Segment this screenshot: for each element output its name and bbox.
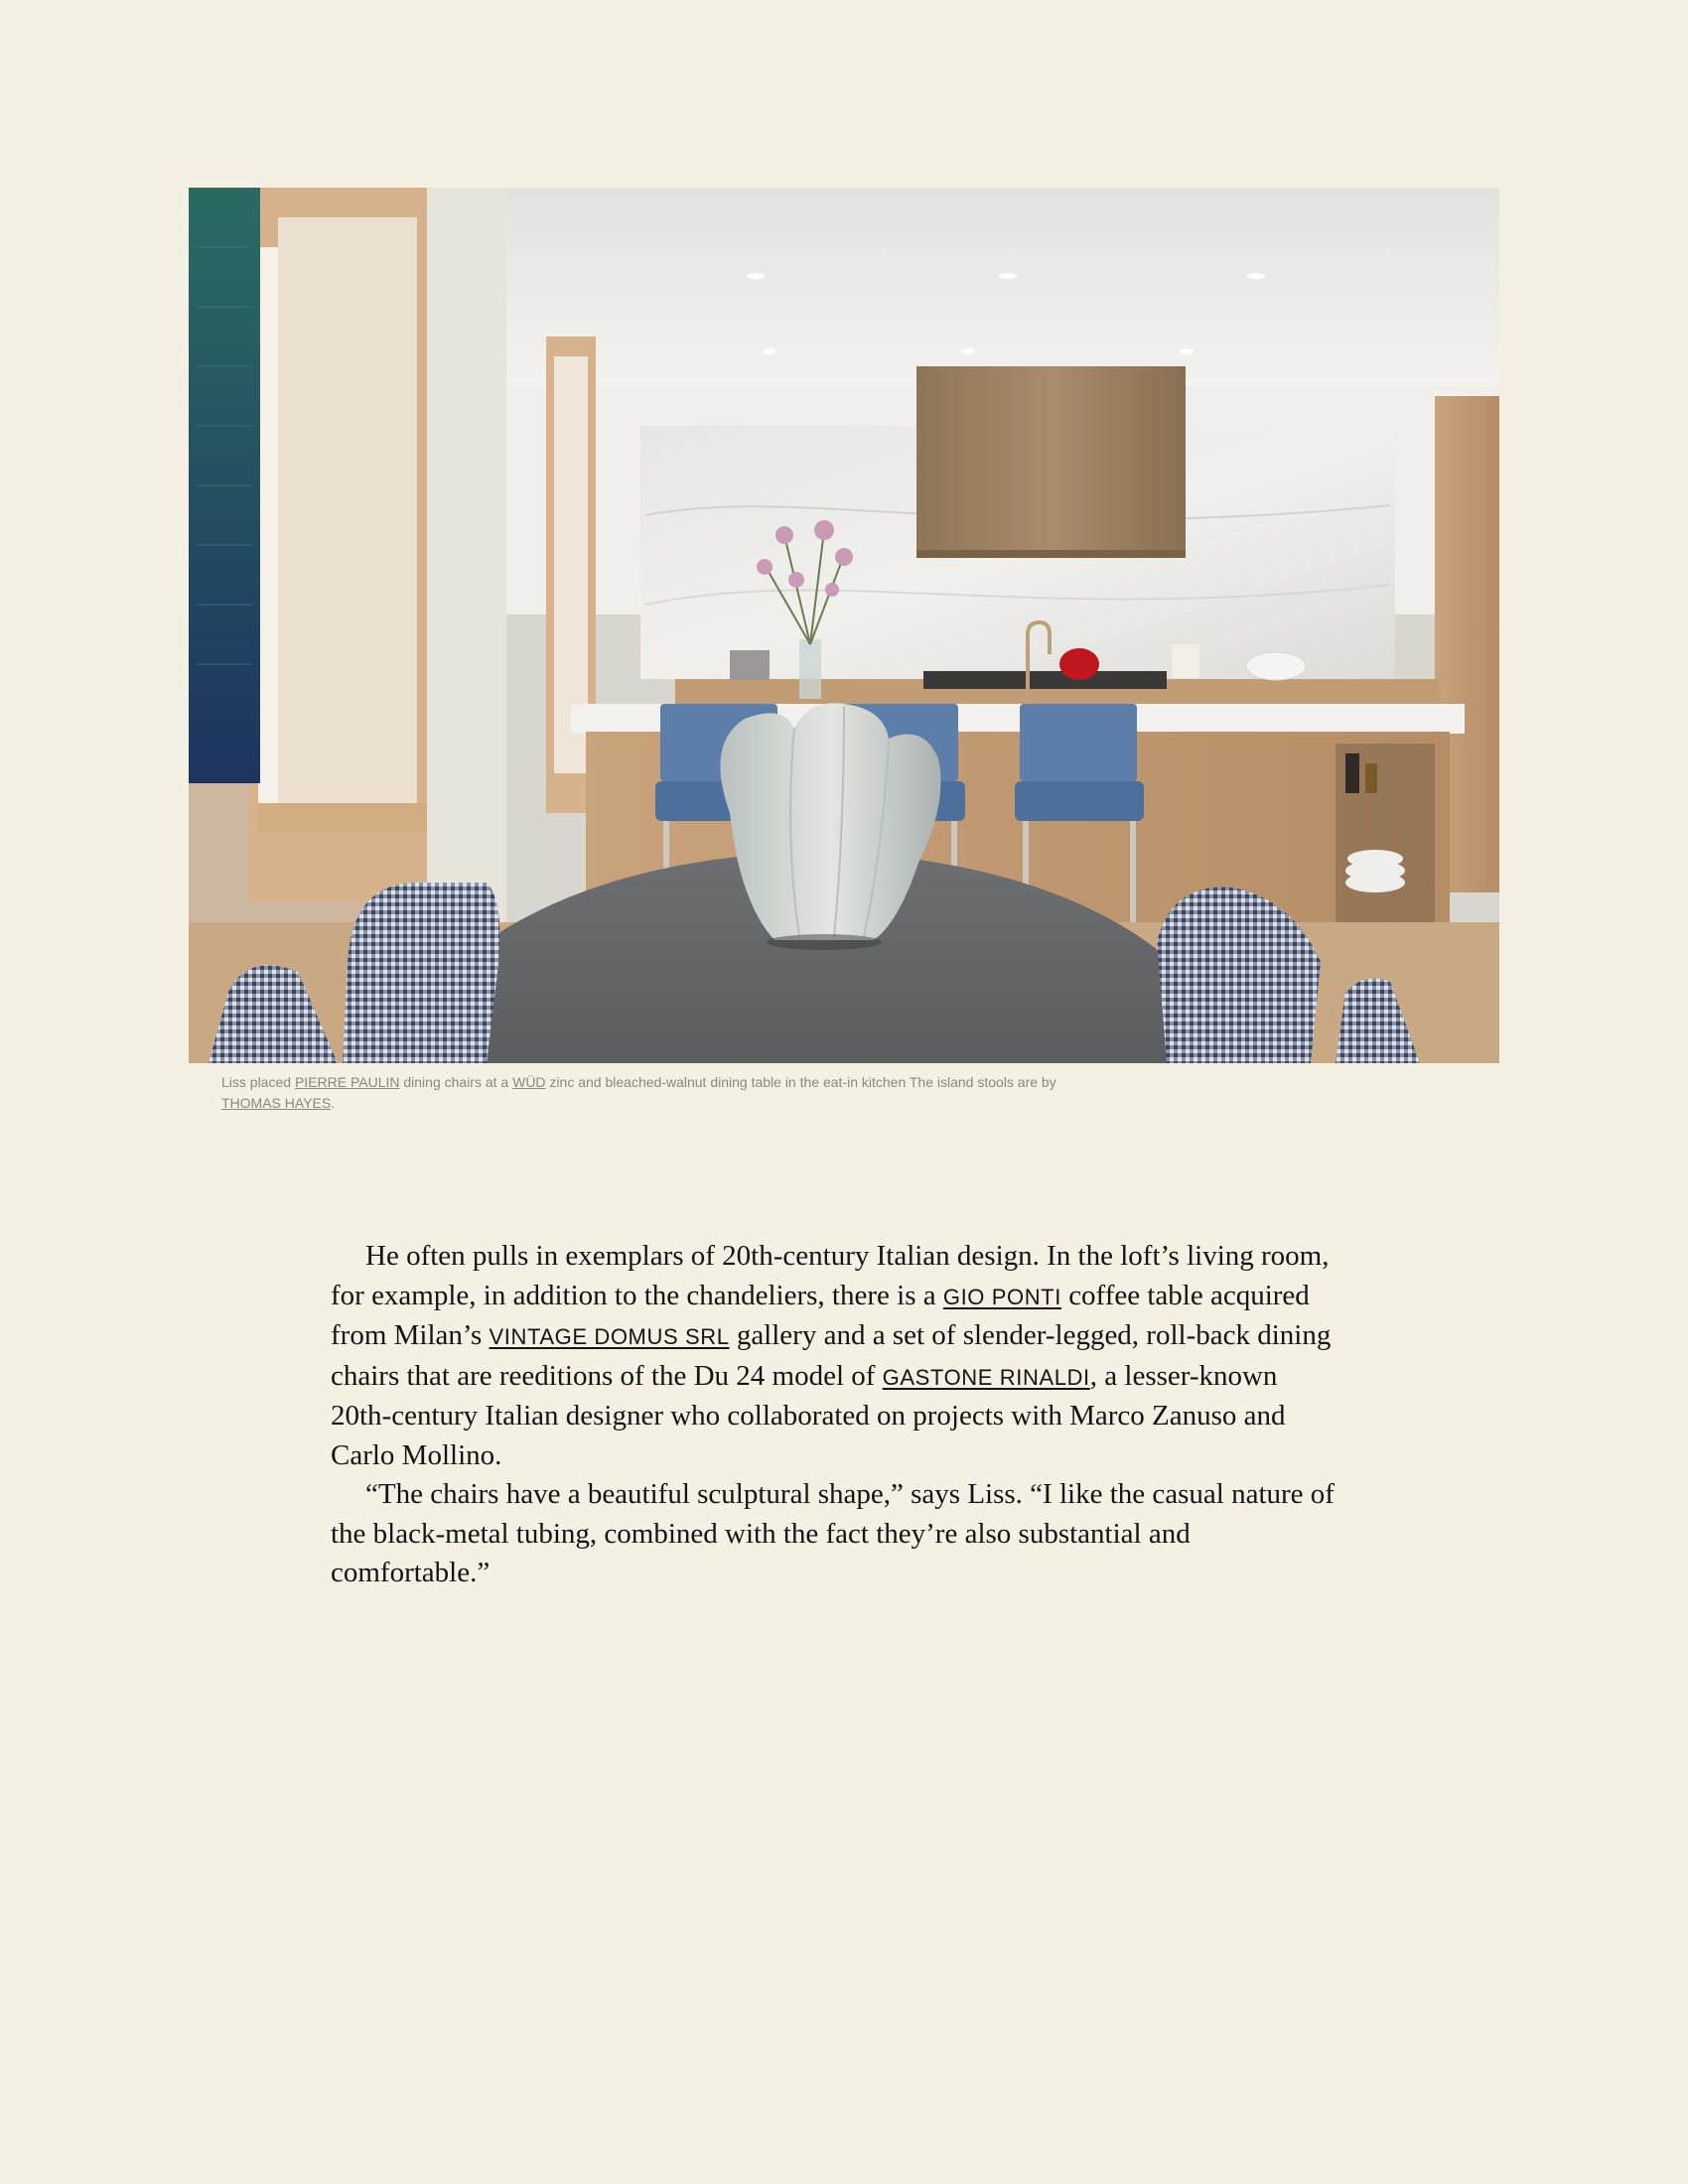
caption-link-thomas-hayes[interactable]: THOMAS HAYES	[221, 1095, 332, 1111]
article-paragraph-2: “The chairs have a beautiful sculptural shape,” says Liss. “I like the casual nature of the black-metal tubing, combined with the fact they’re also substantial and comfortable.”	[331, 1478, 1335, 1588]
caption-link-pierre-paulin[interactable]: PIERRE PAULIN	[294, 1074, 400, 1090]
paragraph-1-text-4: , a lesser-known 20th-century Italian designer who collaborated on projects with Marco Zanuso and Carlo Mollino.	[331, 1359, 1286, 1471]
paragraph-1-text-2: coffee table acquired from Milan’s	[331, 1279, 1310, 1351]
paragraph-1-text-1: He often pulls in exemplars of 20th-century Italian design. In the loft’s living room, for example, in addition to the chandeliers, there is a	[331, 1240, 1330, 1311]
kitchen-photo	[189, 188, 1499, 1063]
link-gastone-rinaldi[interactable]: GASTONE RINALDI	[882, 1364, 1090, 1390]
link-vintage-domus-srl[interactable]: VINTAGE DOMUS SRL	[489, 1324, 730, 1349]
caption-text-2: dining chairs at a	[399, 1074, 513, 1090]
article-body	[331, 1237, 1343, 1593]
link-gio-ponti[interactable]: GIO PONTI	[942, 1284, 1061, 1309]
caption-text-3: zinc and bleached-walnut dining table in the eat-in kitchen The island stools are by	[545, 1074, 1056, 1090]
photo-caption	[221, 1072, 1075, 1114]
caption-link-wud[interactable]: WÜD	[512, 1074, 546, 1090]
caption-text-4: .	[331, 1095, 336, 1111]
article-paragraph-1	[331, 1237, 1343, 1475]
caption-text-1: Liss placed	[221, 1074, 295, 1090]
paragraph-1-text-3: gallery and a set of slender-legged, roll-back dining chairs that are reeditions of the Du 24 model of	[331, 1319, 1332, 1392]
kitchen-photo-image	[189, 188, 1499, 1063]
